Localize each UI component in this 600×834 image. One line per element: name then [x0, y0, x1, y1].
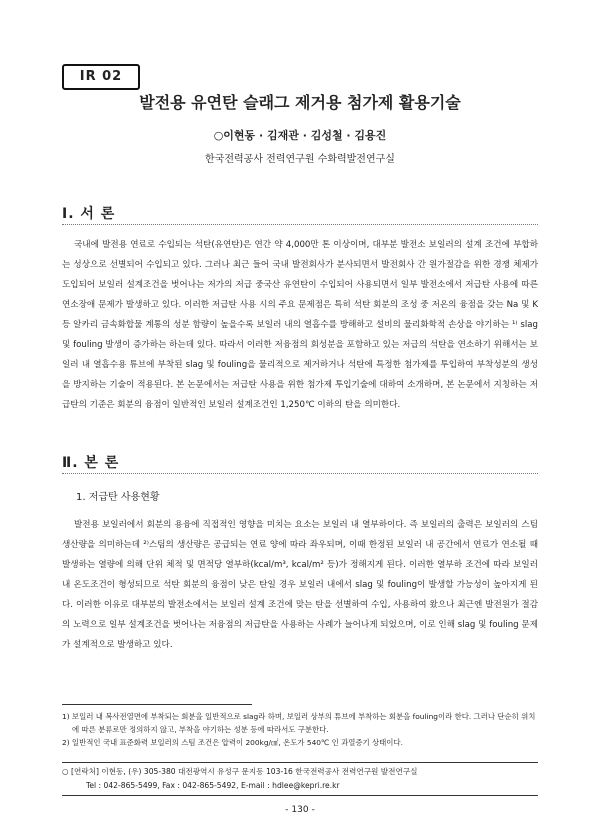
section-heading-body: Ⅱ. 본 론: [62, 455, 120, 471]
footnotes: [62, 710, 542, 749]
page-number: - 130 -: [285, 805, 315, 815]
affiliation: 한국전력공사 전력연구원 수화력발전연구실: [205, 154, 395, 165]
paper-code-badge: IR 02: [62, 64, 140, 90]
footnote-2: 2) 일반적인 국내 표준화력 보일러의 스팀 조건은 압력이 200kg/㎠, 온도가 540℃ 인 과열증기 상태이다.: [62, 738, 403, 747]
body-text: 발전용 보일러에서 회분의 용융에 직접적인 영향을 미치는 요소는 보일러 내 열부하이다. 즉 보일러의 출력은 보일러의 스팀 생산량을 의미하는데 ²⁾스팀의 생산량은 공급되는 연료 양에 따라 좌우되며, 이때 한정된 보일러 내 공간에서 연료가 연소될 때 발생하는 열량에 의해 단위 체적 및 면적당 열부하(kcal/m³, kcal/m² 등)가 정해지게 된다. 이러한 열부하 조건에 따라 보일러 내 온도조건이 형성되므로 석탄 회분의 융점이 낮은 탄일 경우 보일러 내에서 slag 및 fouling이 발생할 가능성이 높아지게 된다. 이러한 이유로 대부분의 발전소에서는 보일러 설계 조건에 맞는 탄을 선별하여 수입, 사용하여 왔으나 최근엔 발전원가 절감의 노력으로 일부 설계조건을 벗어나는 저융점의 저급탄을 사용하는 사례가 늘어나게 되었으며, 이로 인해 slag 및 fouling 문제가 설계적으로 발생하고 있다.: [62, 520, 538, 650]
author-list: ○이현동 · 김재관 · 김성철 · 김용진: [213, 129, 387, 142]
introduction-paragraph: [62, 235, 538, 415]
paper-title: 발전용 유연탄 슬래그 제거용 첨가제 활용기술: [139, 93, 461, 112]
body-text: 국내에 발전용 연료로 수입되는 석탄(유연탄)은 연간 약 4,000만 톤 이상이며, 대부분 발전소 보일러의 설계 조건에 부합하는 성상으로 선별되어 수입되고 있다. 그러나 최근 들어 국내 발전회사가 분사되면서 발전회사 간 원가절감을 위한 경쟁 체제가 도입되어 보일러 설계조건을 벗어나는 저가의 저급 중국산 유연탄이 수입되어 사용되면서 일부 발전소에서 저급탄 사용에 따른 연소장애 문제가 발생하고 있다. 이러한 저급탄 사용 시의 주요 문제점은 특히 석탄 회분의 조성 중 저온의 융점을 갖는 Na 및 K 등 알카리 금속화합물 계통의 성분 함량이 높을수록 보일러 내의 열흡수를 방해하고 설비의 물리화학적 손상을 야기하는 ¹⁾ slag 및 fouling 발생이 증가하는 하는데 있다. 따라서 이러한 저융점의 회성분을 포함하고 있는 저급의 석탄을 연소하기 위해서는 보일러 내 열흡수용 튜브에 부착된 slag 및 fouling을 물리적으로 제거하거나 석탄에 특정한 첨가제를 투입하여 부착성분의 생성을 방지하는 기술이 적용된다. 본 논문에서는 저급탄 사용을 위한 첨가제 투입기술에 대하여 소개하며, 본 논문에서 지칭하는 저급탄의 기준은 회분의 융점이 일반적인 보일러 설계조건인 1,250℃ 이하의 탄을 의미한다.: [62, 240, 538, 410]
section-divider: [62, 224, 538, 225]
subsection-heading: 1. 저급탄 사용현황: [76, 492, 160, 503]
body-paragraph: [62, 515, 538, 655]
footnote-rule: [62, 704, 252, 705]
contact-info: [62, 762, 538, 796]
contact-phone-email: Tel : 042-865-5499, Fax : 042-865-5492, E-mail : hdlee@kepri.re.kr: [86, 781, 340, 790]
contact-address: ○ [연락처] 이현동, (우) 305-380 대전광역시 유성구 문지동 103-16 한국전력공사 전력연구원 발전연구실: [62, 767, 418, 776]
footnote-1: 1) 보일러 내 복사전열면에 부착되는 회분을 일반적으로 slag라 하며, 보일러 상부의 튜브에 부착하는 회분을 fouling이라 한다. 그러나 단순히 위치에 따른 분류로만 정의하지 않고, 부착을 야기하는 성분 등에 따라서도 구분한다.: [62, 712, 536, 734]
section-heading-introduction: Ⅰ. 서 론: [62, 206, 116, 222]
section-divider: [62, 473, 538, 474]
